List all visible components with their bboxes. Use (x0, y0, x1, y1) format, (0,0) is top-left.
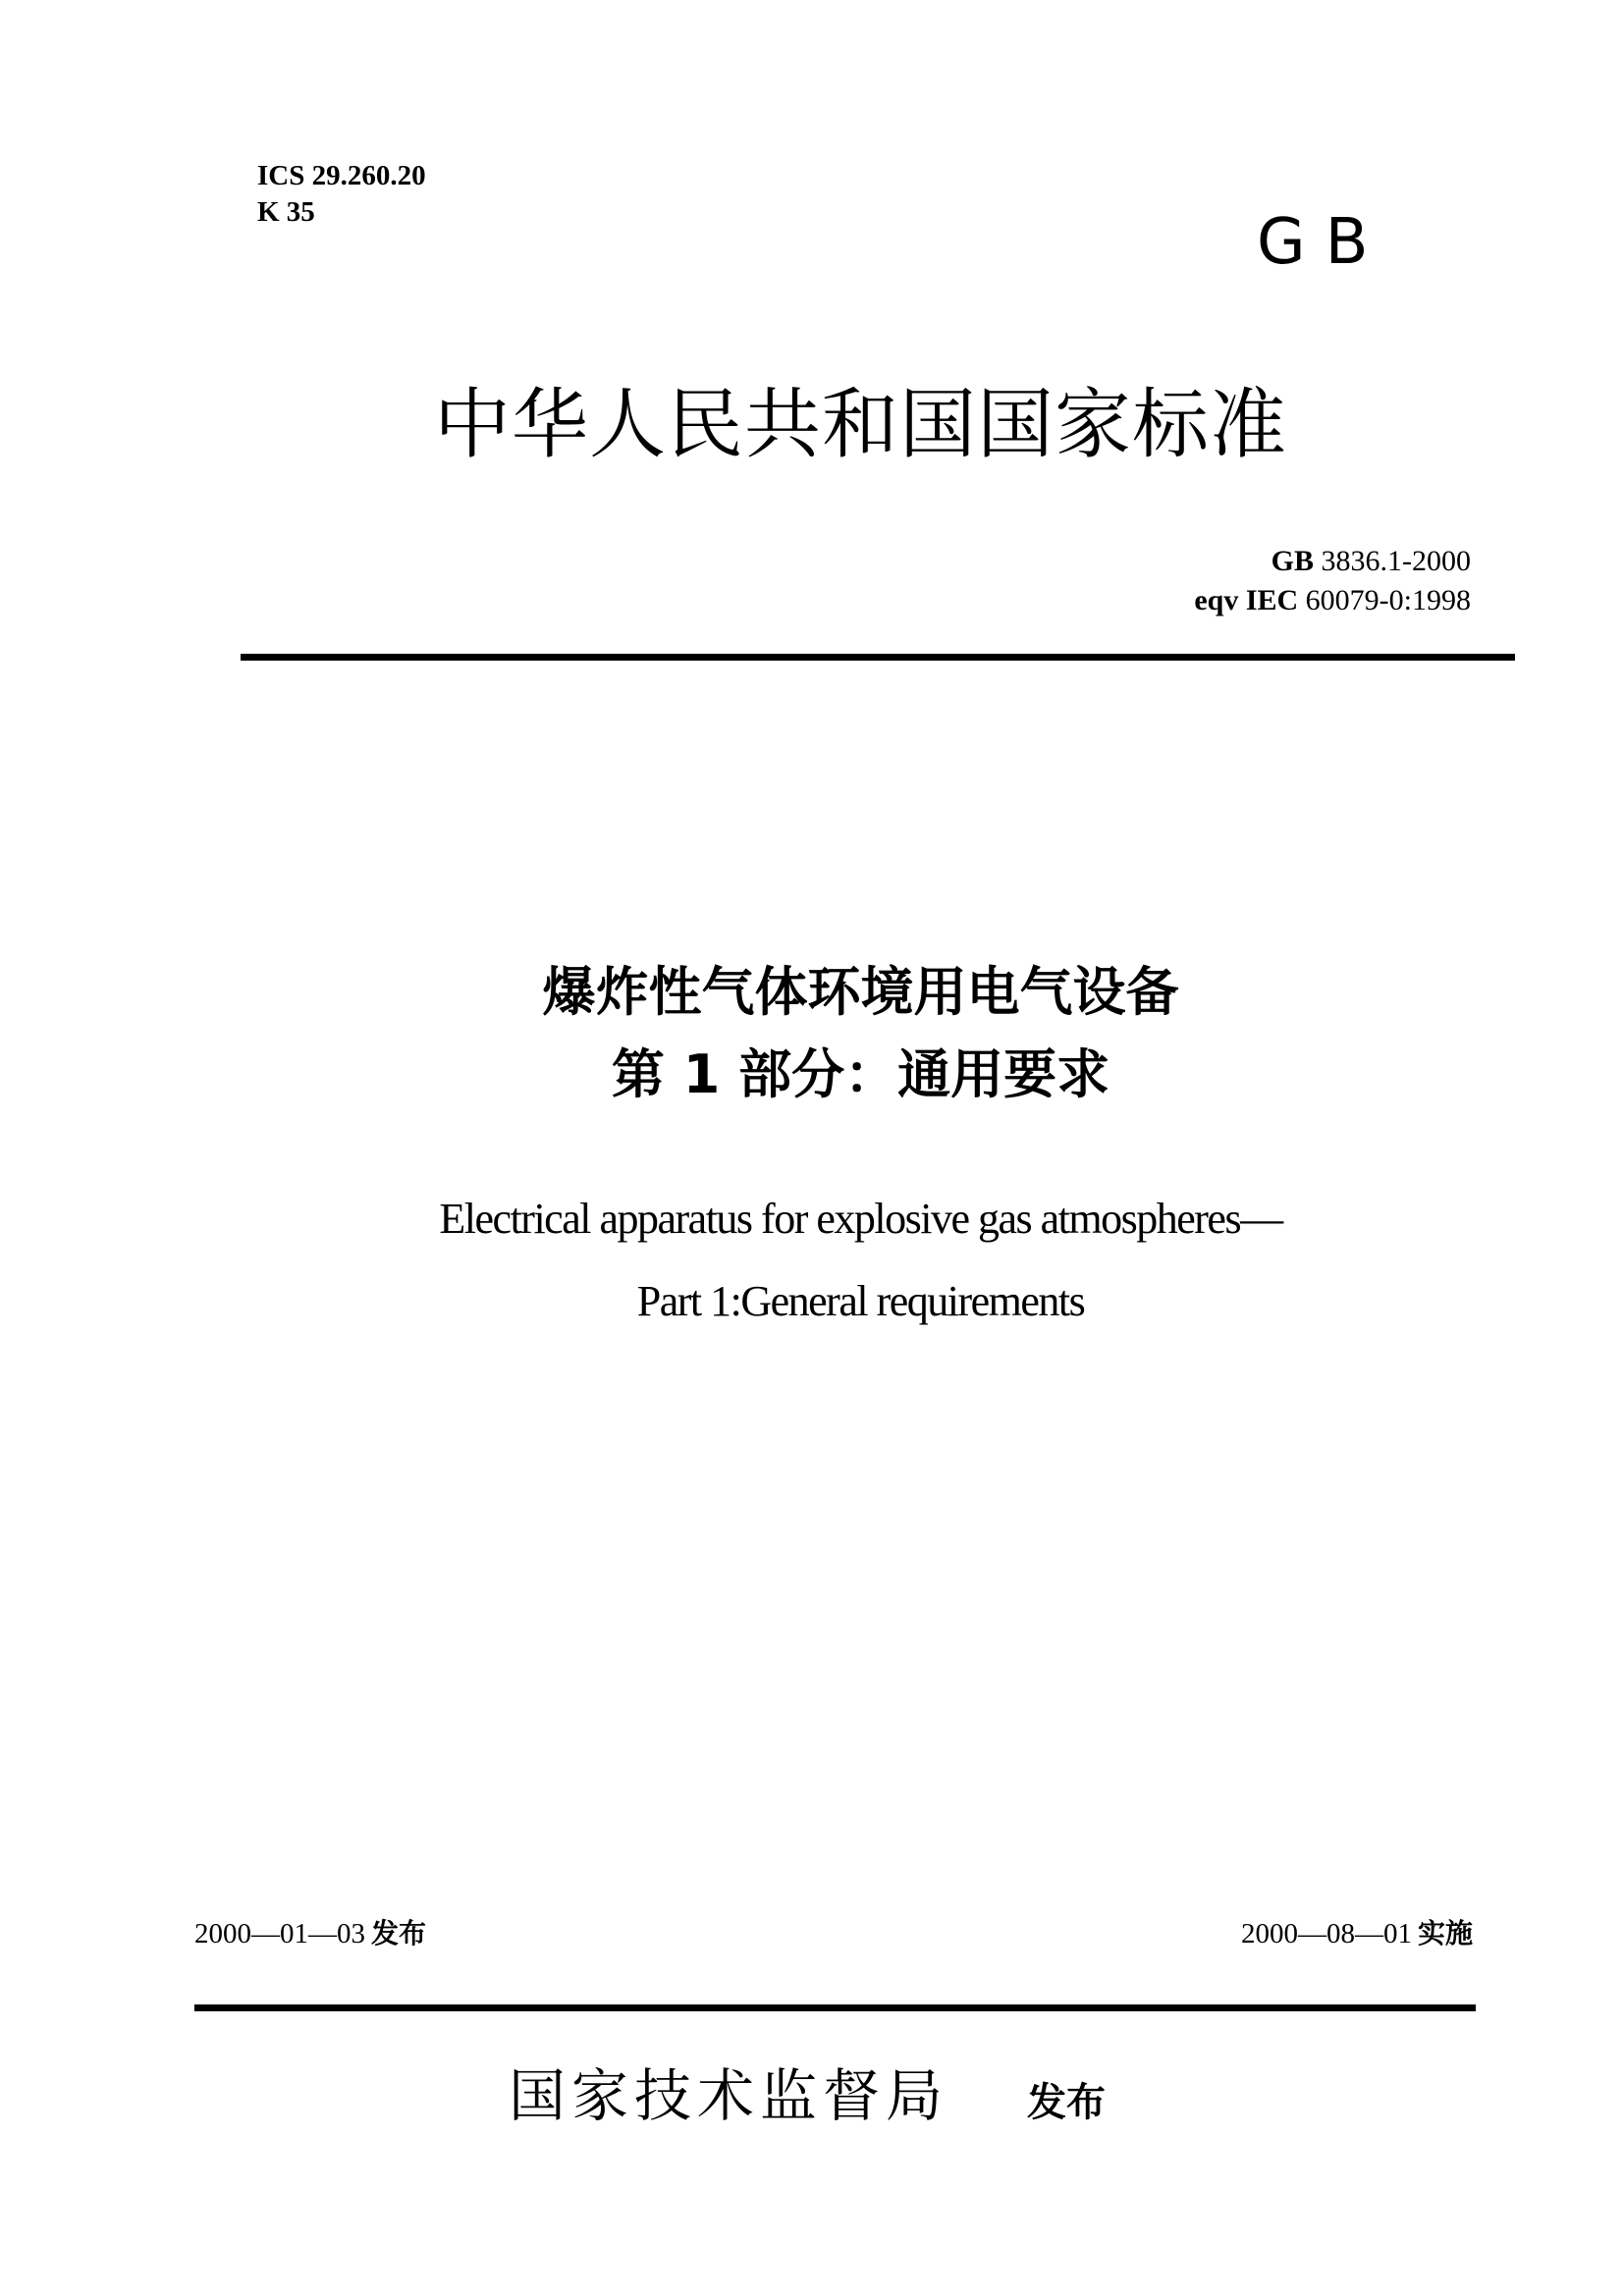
ccs-code: K 35 (257, 196, 315, 228)
english-title-line-2: Part 1:General requirements (636, 1277, 1085, 1325)
chinese-title-line-2: 第 1 部分：通用要求 (611, 1043, 1110, 1105)
standard-number-prefix: GB (1271, 545, 1314, 577)
issue-date-label: 发布 (371, 1917, 427, 1949)
bottom-divider (194, 2004, 1476, 2011)
issue-date (194, 1912, 426, 1951)
gb-mark: GB (1257, 206, 1388, 279)
equivalent-standard-value: 60079-0:1998 (1305, 584, 1471, 616)
issuer (509, 2050, 1106, 2132)
ics-code: ICS 29.260.20 (257, 160, 426, 191)
implementation-date-label: 实施 (1417, 1917, 1473, 1949)
english-title-line-1: Electrical apparatus for explosive gas atmospheres— (439, 1195, 1282, 1243)
standard-number (1271, 545, 1471, 578)
equivalent-standard (1194, 584, 1471, 617)
issuer-name: 国家技术监督局 (509, 2062, 949, 2129)
implementation-date-value: 2000—08—01 (1240, 1918, 1412, 1949)
chinese-title-line-1: 爆炸性气体环境用电气设备 (542, 961, 1179, 1023)
implementation-date (1241, 1912, 1473, 1951)
national-standard-title: 中华人民共和国国家标准 (433, 381, 1287, 469)
equivalent-standard-prefix: eqv IEC (1194, 584, 1299, 616)
issue-date-value: 2000—01—03 (194, 1918, 365, 1949)
issuer-suffix: 发布 (1027, 2080, 1107, 2125)
top-divider (241, 654, 1515, 661)
standard-number-value: 3836.1-2000 (1321, 545, 1471, 577)
